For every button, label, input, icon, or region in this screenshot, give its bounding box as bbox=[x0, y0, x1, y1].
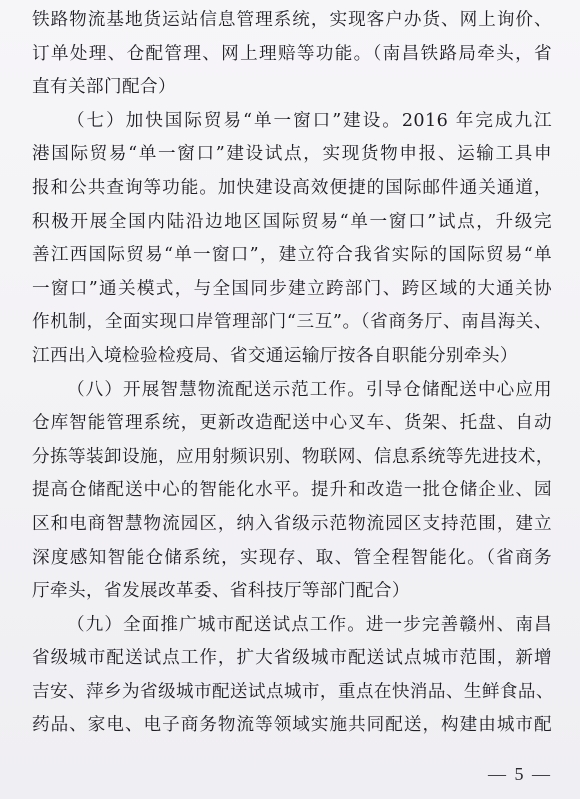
text-line: 订单处理、仓配管理、网上理赔等功能。（南昌铁路局牵头，省 bbox=[32, 43, 552, 64]
text-line: 分拣等装卸设施，应用射频识别、物联网、信息系统等先进技术， bbox=[32, 446, 554, 467]
page-number: — 5 — bbox=[488, 764, 552, 784]
section-heading-line: （七）加快国际贸易“单一窗口”建设。2016 年完成九江 bbox=[67, 110, 552, 131]
text-line: 直有关部门配合） bbox=[32, 77, 176, 98]
text-line: 善江西国际贸易“单一窗口”，建立符合我省实际的国际贸易“单 bbox=[32, 245, 552, 266]
text-line: 药品、家电、电子商务物流等领域实施共同配送，构建由城市配 bbox=[32, 715, 552, 736]
text-line: 铁路物流基地货运站信息管理系统，实现客户办货、网上询价、 bbox=[32, 10, 552, 30]
text-line: 提高仓储配送中心的智能化水平。提升和改造一批仓储企业、园 bbox=[32, 480, 552, 501]
text-line: 作机制，全面实现口岸管理部门“三互”。（省商务厅、南昌海关、 bbox=[32, 312, 552, 333]
text-line: 省级城市配送试点工作，扩大省级城市配送试点城市范围，新增 bbox=[32, 648, 552, 669]
section-heading-line: （八）开展智慧物流配送示范工作。引导仓储配送中心应用 bbox=[67, 379, 552, 400]
text-line: 吉安、萍乡为省级城市配送试点城市，重点在快消品、生鲜食品、 bbox=[32, 681, 554, 702]
text-line: 区和电商智慧物流园区，纳入省级示范物流园区支持范围，建立 bbox=[32, 513, 552, 534]
text-line: 港国际贸易“单一窗口”建设试点，实现货物申报、运输工具申 bbox=[32, 144, 552, 165]
text-line: 厅牵头，省发展改革委、省科技厅等部门配合） bbox=[32, 581, 410, 602]
text-line: 积极开展全国内陆沿边地区国际贸易“单一窗口”试点，升级完 bbox=[32, 211, 552, 232]
document-body bbox=[32, 4, 552, 743]
text-line: 深度感知智能仓储系统，实现存、取、管全程智能化。（省商务 bbox=[32, 547, 552, 568]
text-line: 报和公共查询等功能。加快建设高效便捷的国际邮件通关通道， bbox=[32, 177, 552, 198]
section-heading-line: （九）全面推广城市配送试点工作。进一步完善赣州、南昌 bbox=[67, 614, 552, 635]
text-line: 仓库智能管理系统，更新改造配送中心叉车、货架、托盘、自动 bbox=[32, 413, 552, 434]
text-line: 江西出入境检验检疫局、省交通运输厅按各自职能分别牵头） bbox=[32, 345, 518, 366]
text-line: 一窗口”通关模式，与全国同步建立跨部门、跨区域的大通关协 bbox=[32, 278, 552, 299]
